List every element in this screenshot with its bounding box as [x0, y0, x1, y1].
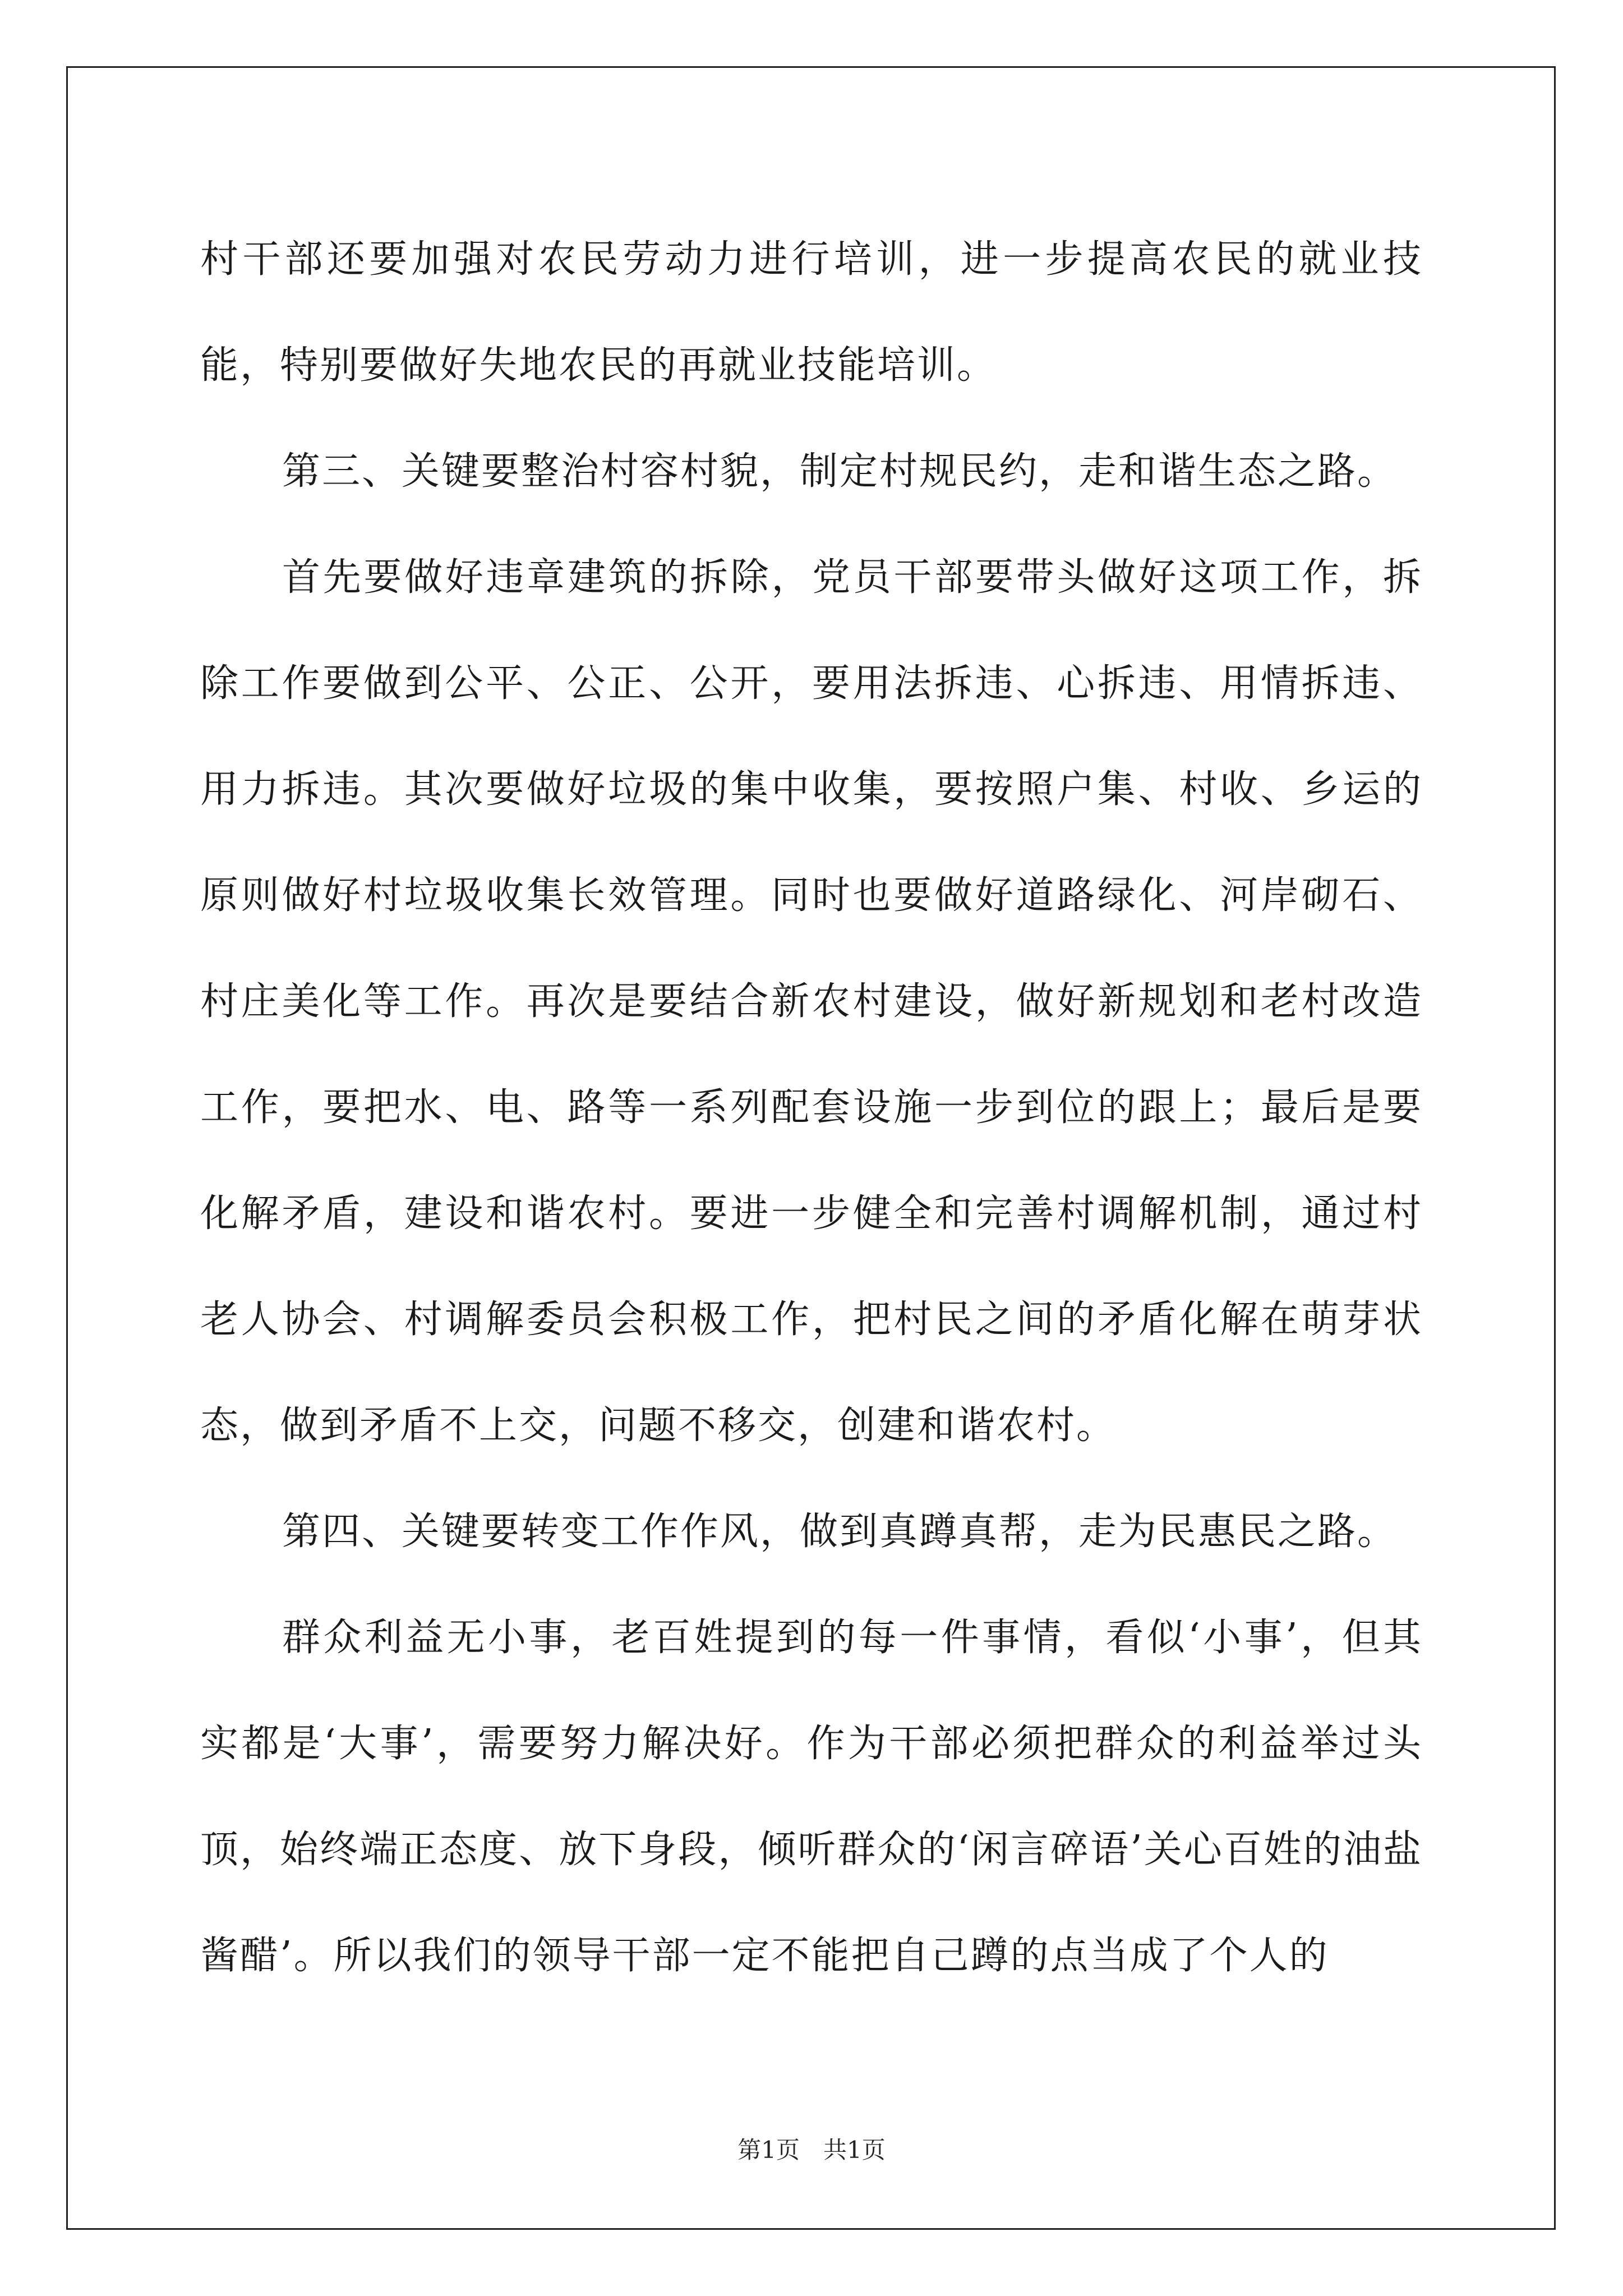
- paragraph-1: 村干部还要加强对农民劳动力进行培训，进一步提高农民的就业技能，特别要做好失地农民的再就业技能培训。: [200, 237, 1423, 388]
- paragraph-3: 首先要做好违章建筑的拆除，党员干部要带头做好这项工作，拆除工作要做到公平、公正、公开，要用法拆违、心拆违、用情拆违、用力拆违。其次要做好垃圾的集中收集，要按照户集、村收、乡运的原则做好村垃圾收集长效管理。同时也要做好道路绿化、河岸砌石、村庄美化等工作。再次是要结合新农村建设，做好新规划和老村改造工作，要把水、电、路等一系列配套设施一步到位的跟上；最后是要化解矛盾，建设和谐农村。要进一步健全和完善村调解机制，通过村老人协会、村调解委员会积极工作，把村民之间的矛盾化解在萌芽状态，做到矛盾不上交，问题不移交，创建和谐农村。: [200, 555, 1423, 1448]
- page-footer: 第1页 共1页: [737, 2136, 886, 2164]
- paragraph-4: 第四、关键要转变工作作风，做到真蹲真帮，走为民惠民之路。: [282, 1510, 1398, 1554]
- paragraph-5: 群众利益无小事，老百姓提到的每一件事情，看似‘小事’，但其实都是‘大事’，需要努力解决好。作为干部必须把群众的利益举过头顶，始终端正态度、放下身段，倾听群众的‘闲言碎语’关心百姓的油盐酱醋’。所以我们的领导干部一定不能把自己蹲的点当成了个人的: [200, 1616, 1423, 1978]
- paragraph-2: 第三、关键要整治村容村貌，制定村规民约，走和谐生态之路。: [282, 449, 1398, 494]
- document-body: [200, 206, 1423, 2009]
